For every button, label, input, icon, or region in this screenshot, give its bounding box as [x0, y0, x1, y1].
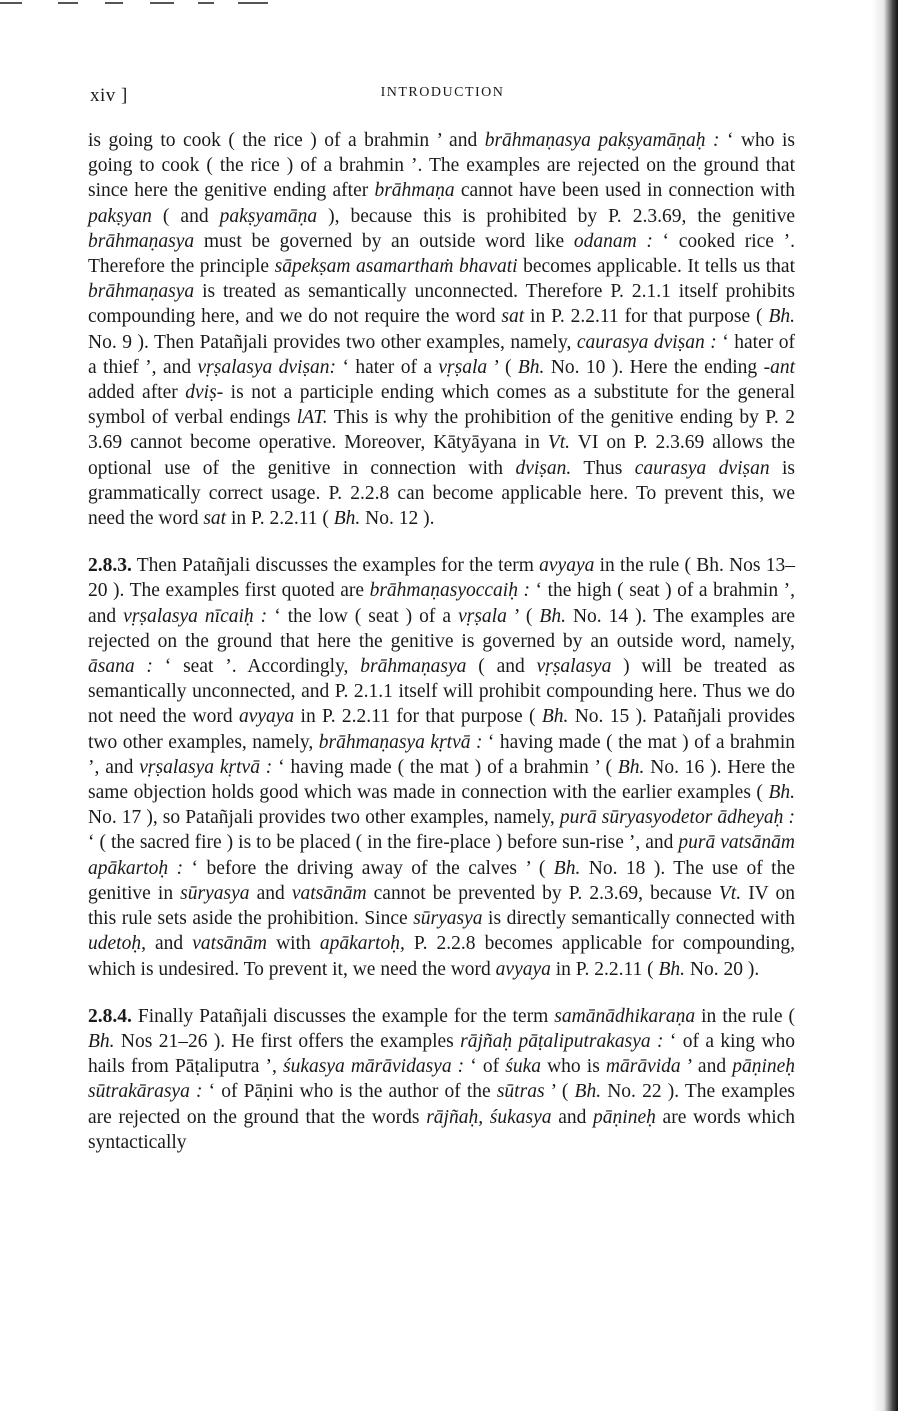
italic-term: sāpekṣam asamarthaṁ bhavati [274, 256, 518, 278]
text-run: Finally Patañjali discusses the example for the term [131, 1005, 555, 1027]
italic-term: pāṇineḥ sūtrakārasya : [88, 1056, 796, 1103]
italic-term: brāhmaṇasya kṛtvā : [318, 731, 483, 753]
text-run: Thus [571, 457, 635, 479]
italic-term: sūtras [496, 1081, 545, 1103]
italic-term: āsana : [88, 656, 153, 678]
text-run: ), because this is prohibited by P. 2.3.69, the genitive [317, 205, 795, 227]
italic-term: vṛṣala [458, 605, 507, 627]
text-run: ) will be treated as semantically unconnected, and P. 2.1.1 itself will prohibit compounding here. Thus we do not need the word [88, 656, 795, 728]
italic-term: Bh. [541, 706, 569, 728]
italic-term: Vt. [718, 882, 742, 904]
text-run: cannot have been used in connection with [454, 180, 795, 202]
text-run: in the rule ( [695, 1005, 795, 1027]
italic-term: Bh. [333, 508, 361, 530]
italic-term: sūryasya [180, 882, 250, 904]
text-run: in P. 2.2.11 for that purpose ( [524, 306, 769, 328]
italic-term: śukasya mārāvidasya : [283, 1056, 465, 1078]
text-run: ‘ of a king who hails from Pāṭaliputra ’, [88, 1030, 795, 1078]
italic-term: sat [203, 508, 227, 530]
paragraph-continued [88, 128, 795, 531]
italic-term: Bh. [574, 1081, 602, 1103]
italic-term: vṛṣalasya nīcaiḥ : [123, 605, 268, 627]
italic-term: Bh. [553, 857, 581, 879]
italic-term: Bh. [539, 605, 566, 627]
italic-term: samānādhikaraṇa [554, 1005, 696, 1027]
text-run: ’ ( [487, 356, 518, 378]
text-run: P. 2.2.8 becomes applicable for compounding, which is undesired. To prevent it, we need the word [88, 933, 796, 980]
italic-term: rājñaḥ pāṭaliputrakasya : [460, 1030, 664, 1052]
text-run: VI on P. 2.3.69 allows the optional use of the genitive in connection with [88, 432, 795, 479]
text-run: and [145, 933, 193, 955]
text-run: ‘ before the driving away of the calves ’ ( [183, 857, 554, 879]
text-run: ’ ( [544, 1081, 575, 1103]
italic-term: purā vatsānām apākartoḥ : [88, 832, 795, 879]
text-run: is going to cook ( the rice ) of a brahmin ’ and [88, 130, 485, 151]
text-run: ( and [151, 205, 220, 227]
text-run: are words which syntactically [88, 1106, 796, 1153]
italic-term: śukasya [489, 1106, 552, 1128]
italic-term: pāṇineḥ [593, 1106, 656, 1128]
italic-term: śuka [505, 1056, 541, 1078]
italic-term: apākartoḥ, [319, 933, 405, 955]
italic-term: vṛṣalasya kṛtvā : [139, 756, 273, 778]
text-run: is directly semantically connected with [482, 908, 795, 930]
italic-term: brāhmaṇasya [88, 230, 195, 252]
text-run: ‘ the high ( seat ) of a brahmin ’, and [88, 580, 795, 627]
text-run: No. 15 ). Patañjali provides two other examples, namely, [88, 706, 795, 753]
italic-term: Bh. [768, 782, 795, 804]
text-run: in the rule ( Bh. Nos 13–20 ). The examples first quoted are [88, 555, 795, 602]
italic-term: vṛṣala [438, 356, 488, 378]
text-run: is grammatically correct usage. P. 2.2.8 can become applicable here. To prevent this, we need the word [88, 457, 795, 530]
text-run: No. 12 ). [360, 508, 435, 530]
italic-term: avyaya [539, 555, 595, 577]
text-run [483, 1107, 490, 1128]
italic-term: avyaya [238, 706, 295, 728]
text-run: No. 14 ). The examples are rejected on the ground that here the genitive is governed by an outside word, namely, [88, 605, 796, 652]
italic-term: udetoḥ, [88, 933, 146, 955]
text-run: in P. 2.2.11 for that purpose ( [294, 706, 542, 728]
text-run: No. 18 ). The use of the genitive in [88, 857, 795, 904]
italic-term: caurasya dviṣan [634, 457, 770, 479]
text-run: No. 17 ), so Patañjali provides two other examples, namely, [88, 807, 560, 829]
text-run: ’ ( [506, 605, 540, 627]
italic-term: odanam : [573, 230, 653, 252]
text-run: ‘ cooked rice ’. Therefore the principle [88, 230, 796, 278]
text-run: No. 22 ). The examples are rejected on the ground that the words [88, 1081, 796, 1128]
text-run: and [249, 882, 292, 904]
italic-term: brāhmaṇasya [88, 281, 195, 303]
text-run: ‘ of Pāṇini who is the author of the [202, 1081, 497, 1103]
italic-term: dviṣan. [515, 457, 572, 479]
text-run: ‘ who is going to cook ( the rice ) of a brahmin ’. The examples are rejected on the ground that since here the genitive ending after [88, 130, 795, 202]
body-text [88, 128, 795, 1155]
paragraph-2-8-3 [88, 553, 795, 981]
text-run: is treated as semantically unconnected. Therefore P. 2.1.1 itself prohibits compounding here, and we do not require the word [88, 281, 795, 328]
italic-term: rājñaḥ, [426, 1106, 484, 1128]
text-run: IV on this rule sets aside the prohibition. Since [88, 882, 796, 930]
text-run: Nos 21–26 ). He first offers the examples [114, 1030, 461, 1052]
section-number: 2.8.3. [88, 555, 132, 577]
italic-term: Bh. [88, 1030, 115, 1052]
italic-term: lAT. [296, 407, 328, 429]
italic-term: sūryasya [413, 908, 483, 930]
italic-term: Bh. [658, 958, 686, 980]
italic-term: Bh. [768, 306, 796, 328]
text-run: in P. 2.2.11 ( [550, 958, 659, 980]
text-run: is not a participle ending which comes as a substitute for the general symbol of verbal endings [88, 382, 796, 429]
italic-term: brāhmaṇasya [360, 656, 467, 678]
italic-term: Bh. [517, 356, 545, 378]
italic-term: caurasya dviṣan : [576, 331, 717, 353]
italic-term: pakṣyamāṇa [219, 205, 318, 227]
text-run: ‘ the low ( seat ) of a [267, 605, 459, 627]
text-run: This is why the prohibition of the genitive ending by P. 2 3.69 cannot become operative. Moreover, Kātyāyana in [88, 407, 795, 454]
text-run: cannot be prevented by P. 2.3.69, because [366, 882, 719, 904]
italic-term: vṛṣalasya dviṣan: [197, 356, 337, 378]
italic-term: Vt. [547, 432, 571, 454]
text-run: ( and [466, 656, 537, 678]
running-head: INTRODUCTION [380, 85, 505, 100]
text-run: No. 16 ). Here the same objection holds good which was made in connection with the earlier examples ( [88, 756, 795, 804]
italic-term: brāhmaṇasya pakṣyamāṇaḥ : [484, 130, 720, 151]
text-run: ‘ having made ( the mat ) of a brahmin ’ ( [272, 756, 618, 778]
text-run: with [267, 933, 320, 955]
text-run: No. 20 ). [685, 958, 760, 980]
text-run: who is [541, 1056, 606, 1078]
text-run: and [551, 1106, 594, 1128]
italic-term: sat [501, 306, 525, 328]
text-run: ‘ having made ( the mat ) of a brahmin ’, and [88, 731, 795, 778]
text-run: ‘ hater of a [336, 356, 439, 378]
italic-term: brāhmaṇasyoccaiḥ : [369, 580, 531, 602]
text-run: No. 10 ). Here the ending [544, 356, 764, 378]
text-run: in P. 2.2.11 ( [226, 508, 334, 530]
text-run: becomes applicable. It tells us that [517, 256, 795, 278]
text-run: Then Patañjali discusses the examples for the term [131, 555, 540, 577]
italic-term: purā sūryasyodetor ādheyaḥ : [559, 807, 795, 829]
text-run: must be governed by an outside word like [194, 230, 574, 252]
italic-term: brāhmaṇa [374, 180, 455, 202]
italic-term: vatsānām [192, 933, 267, 955]
italic-term: dviṣ- [185, 382, 224, 404]
italic-term: pakṣyan [88, 205, 152, 227]
italic-term: Bh. [617, 756, 645, 778]
paragraph-2-8-4 [88, 1004, 795, 1155]
text-run: added after [88, 382, 186, 404]
text-run: ‘ hater of a thief ’, and [88, 331, 795, 378]
section-number: 2.8.4. [88, 1005, 132, 1027]
italic-term: -ant [763, 356, 795, 378]
text-run: ’ and [680, 1056, 733, 1078]
text-run: No. 9 ). Then Patañjali provides two other examples, namely, [88, 331, 577, 353]
page-header [90, 85, 795, 111]
text-run: ‘ ( the sacred fire ) is to be placed ( in the fire-place ) before sun-rise ’, and [88, 832, 679, 854]
page-edge-shadow [872, 0, 898, 1411]
italic-term: mārāvida [605, 1056, 681, 1078]
italic-term: avyaya [495, 958, 551, 980]
scan-marks [0, 0, 898, 12]
text-run: ‘ of [464, 1056, 506, 1078]
page-number: xiv ] [90, 85, 128, 106]
italic-term: vṛṣalasya [536, 656, 612, 678]
text-run: ‘ seat ’. Accordingly, [152, 656, 361, 678]
italic-term: vatsānām [291, 882, 367, 904]
